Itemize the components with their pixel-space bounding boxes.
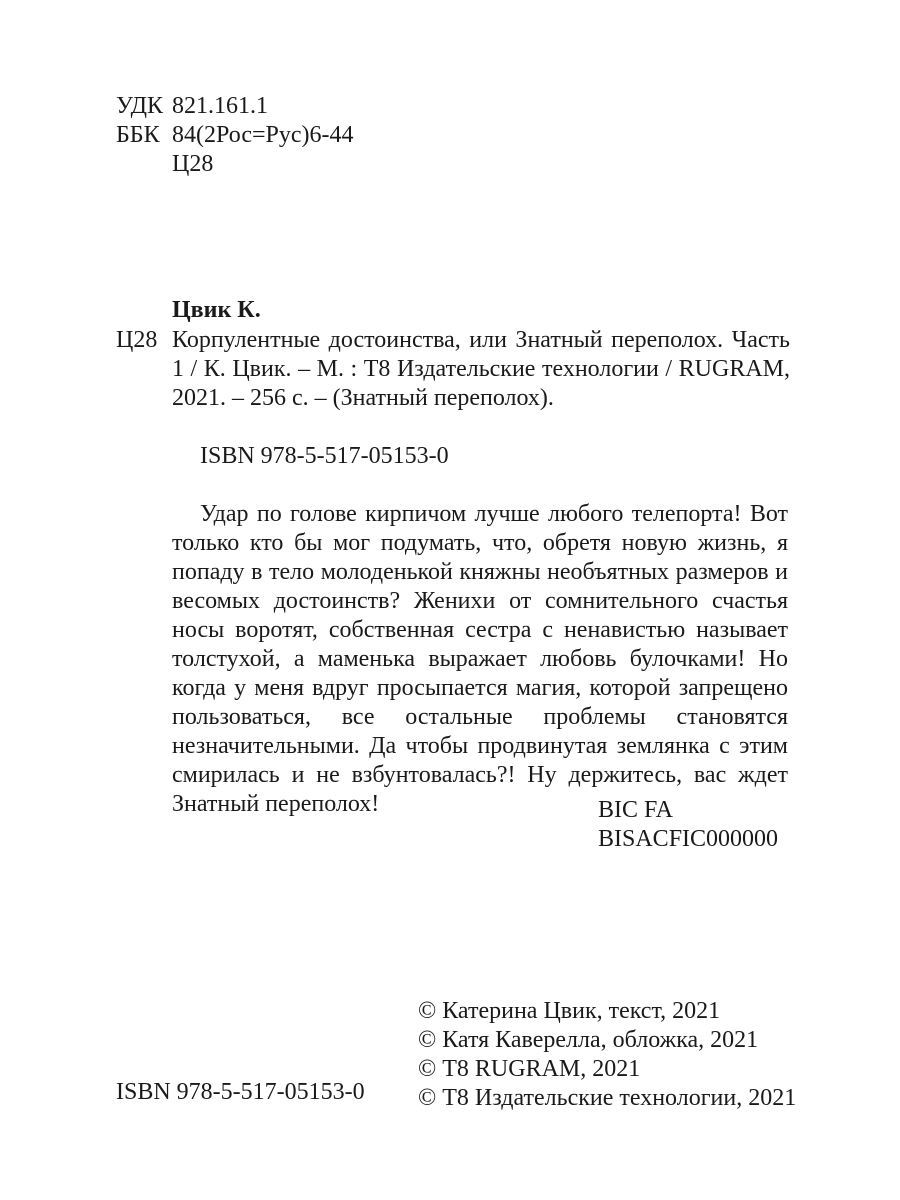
- bbk-label: ББК: [116, 122, 160, 148]
- classification-block: [116, 92, 354, 179]
- bic-line-1: BIC FA: [598, 797, 673, 823]
- annotation: Удар по голове кирпичом лучше любого телепорта! Вот только кто бы мог подумать, что, обретя новую жизнь, я попаду в тело молоденькой княжны необъятных размеров и весомых достоинств? Женихи от сомнительного счастья носы воротят, собственная сестра с ненавистью называет толстухой, а маменька выражает любовь булочками! Но когда у меня вдруг просыпается магия, которой запрещено пользоваться, все остальные проблемы становятся незначительными. Да чтобы продвинутая землянка с этим смирилась и не взбунтовалась?! Ну держитесь, вас ждет Знатный переполох!: [172, 501, 788, 817]
- copyright-line: © Катерина Цвик, текст, 2021: [418, 998, 721, 1024]
- entry-description: Корпулентные достоинства, или Знатный переполох. Часть 1 / К. Цвик. – М. : Т8 Издательские технологии / RUGRAM, 2021. – 256 с. – (Знатный переполох).: [172, 327, 790, 411]
- copyright-list: [418, 997, 796, 1113]
- copyright-line: © Т8 RUGRAM, 2021: [418, 1056, 641, 1082]
- author-mark: Ц28: [172, 151, 214, 177]
- bbk-value: 84(2Рос=Рус)6-44: [172, 122, 354, 148]
- author-mark-row: [116, 150, 354, 179]
- bbk-row: [116, 121, 354, 150]
- entry-author: Цвик К.: [172, 297, 261, 323]
- udk-row: [116, 92, 354, 121]
- entry-code: Ц28: [116, 327, 158, 353]
- isbn-main: ISBN 978-5-517-05153-0: [200, 443, 449, 469]
- isbn-bottom: ISBN 978-5-517-05153-0: [116, 1079, 365, 1105]
- bic-line-2: BISACFIC000000: [598, 826, 779, 852]
- udk-value: 821.161.1: [172, 93, 268, 119]
- copyright-line: © Катя Каверелла, обложка, 2021: [418, 1027, 759, 1053]
- udk-label: УДК: [116, 93, 163, 119]
- bic-codes: [598, 796, 778, 854]
- copyright-line: © Т8 Издательские технологии, 2021: [418, 1085, 797, 1111]
